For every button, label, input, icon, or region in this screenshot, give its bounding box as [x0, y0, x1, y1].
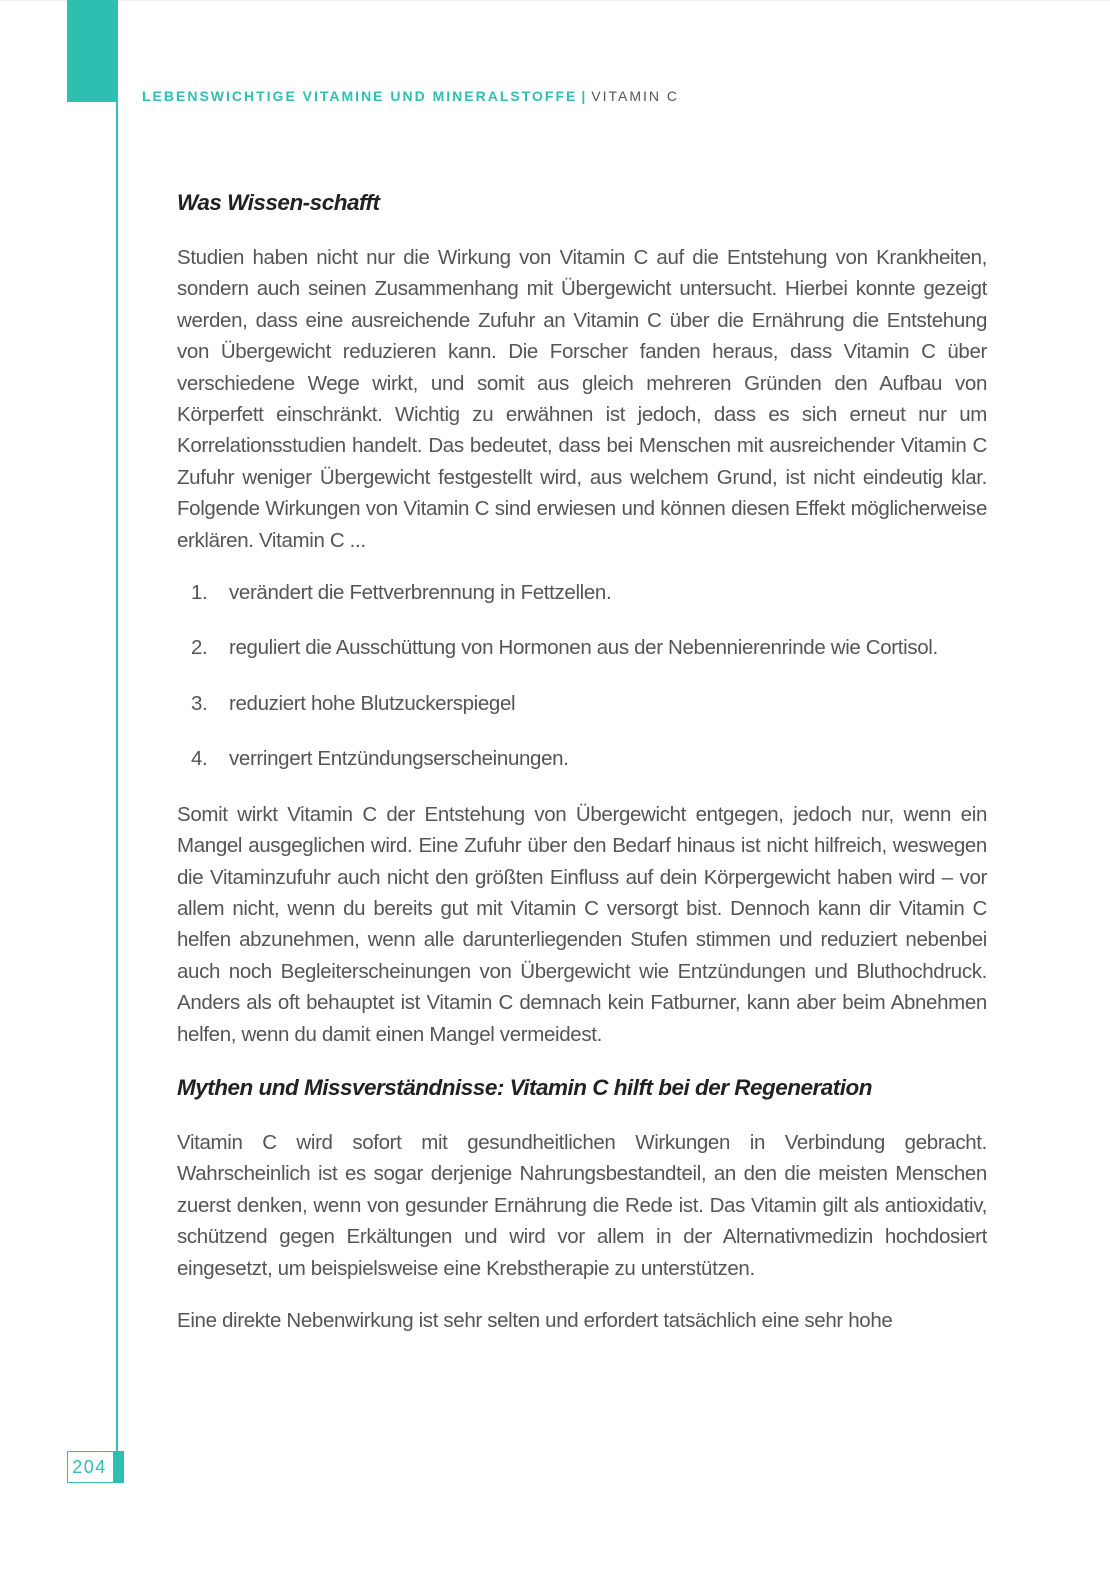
accent-block: [67, 0, 116, 102]
list-number: 1.: [191, 581, 208, 605]
page-content: [177, 186, 987, 1357]
chapter-title: LEBENSWICHTIGE VITAMINE UND MINERALSTOFFE: [142, 88, 578, 104]
paragraph: Vitamin C wird sofort mit gesundheitlichen Wirkungen in Verbindung gebracht. Wahrscheinlich ist es sogar derjenige Nahrungsbestandteil, an den die meisten Menschen zuerst denken, wenn von gesunder Ernährung die Rede ist. Das Vitamin gilt als antioxidativ, schützend gegen Erkältungen und wird vor allem in der Alternativmedizin hochdosiert eingesetzt, um beispielsweise eine Krebstherapie zu unterstützen.: [177, 1130, 987, 1280]
list-text: reguliert die Ausschüttung von Hormonen aus der Nebennierenrinde wie Cortisol.: [229, 636, 938, 660]
list-text: verändert die Fettverbrennung in Fettzellen.: [229, 581, 612, 605]
section-title: VITAMIN C: [591, 88, 680, 104]
list-text: verringert Entzündungserscheinungen.: [229, 747, 569, 771]
section-heading: Was Wissen-schafft: [177, 190, 380, 215]
page-number-bar: [113, 1452, 123, 1482]
list-number: 3.: [191, 691, 208, 715]
list-item: [177, 577, 987, 608]
top-rule: [0, 0, 1110, 1]
list-number: 4.: [191, 747, 208, 771]
page-number-box: [67, 1451, 124, 1483]
list-text: reduziert hohe Blutzuckerspiegel: [229, 691, 516, 715]
effects-list: [177, 577, 987, 775]
paragraph: Eine direkte Nebenwirkung ist sehr selten und erfordert tatsächlich eine sehr hohe: [177, 1308, 893, 1332]
paragraph: Somit wirkt Vitamin C der Entstehung von Übergewicht entgegen, jedoch nur, wenn ein Mangel ausgeglichen wird. Eine Zufuhr über den Bedarf hinaus ist nicht hilfreich, weswegen die Vitaminzufuhr auch nicht den größten Einfluss auf dein Körpergewicht haben wird – vor allem nicht, wenn du bereits gut mit Vitamin C versorgt bist. Dennoch kann dir Vitamin C helfen abzunehmen, wenn alle darunterliegenden Stufen stimmen und reduziert nebenbei auch noch Begleiterscheinungen von Übergewicht wie Entzündungen und Bluthochdruck. Anders als oft behauptet ist Vitamin C demnach kein Fatburner, kann aber beim Abnehmen helfen, wenn du damit einen Mangel vermeidest.: [177, 802, 987, 1046]
running-header: [142, 88, 679, 104]
list-number: 2.: [191, 636, 208, 660]
list-item: [177, 688, 987, 719]
page-number: 204: [72, 1457, 107, 1477]
header-separator: |: [581, 88, 588, 104]
paragraph: Studien haben nicht nur die Wirkung von Vitamin C auf die Entstehung von Krankheiten, sondern auch seinen Zusammenhang mit Übergewicht untersucht. Hierbei konnte gezeigt werden, dass eine ausreichende Zufuhr an Vitamin C über die Ernährung die Entstehung von Übergewicht reduzieren kann. Die Forscher fanden heraus, dass Vitamin C über verschiedene Wege wirkt, und somit aus gleich mehreren Gründen den Aufbau von Körperfett einschränkt. Wichtig zu erwähnen ist jedoch, dass es sich erneut nur um Korrelationsstudien handelt. Das bedeutet, dass bei Menschen mit ausreichender Vitamin C Zufuhr weniger Übergewicht festgestellt wird, aus welchem Grund, ist nicht eindeutig klar. Folgende Wirkungen von Vitamin C sind erwiesen und können diesen Effekt möglicherweise erklären. Vitamin C ...: [177, 246, 987, 552]
list-item: [177, 632, 987, 663]
section-heading: Mythen und Missverständnisse: Vitamin C hilft bei der Regeneration: [177, 1074, 873, 1100]
list-item: [177, 743, 987, 774]
margin-line: [116, 0, 118, 1452]
